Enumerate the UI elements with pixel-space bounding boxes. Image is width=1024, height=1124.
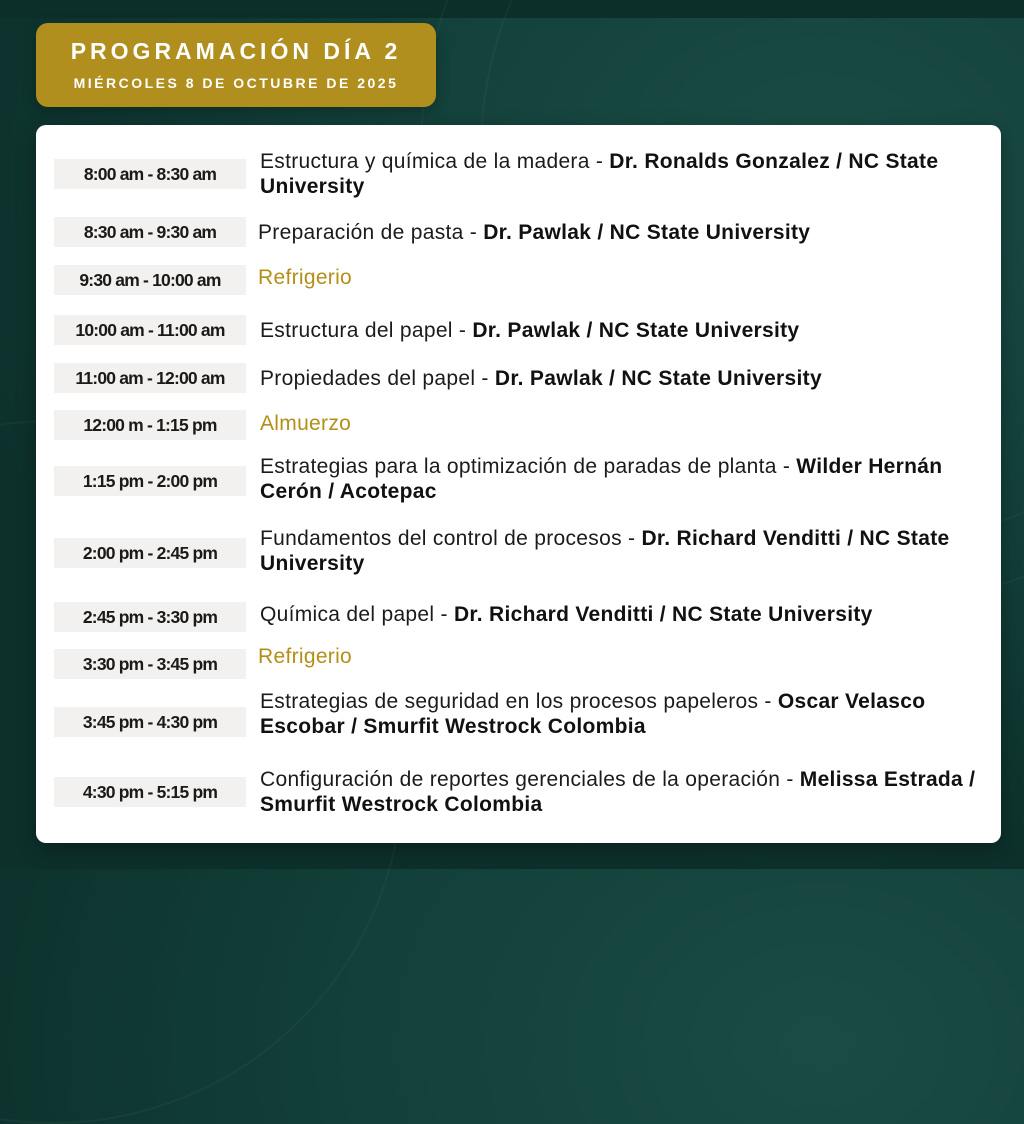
time-slot: 2:45 pm - 3:30 pm: [54, 602, 246, 632]
header-badge: [36, 23, 436, 107]
break-label: Refrigerio: [258, 645, 353, 668]
session-description: [258, 220, 983, 245]
session-speaker: Melissa Estrada / Smurfit Westrock Colombia: [260, 768, 976, 816]
session-speaker: Dr. Ronalds Gonzalez / NC State University: [260, 150, 939, 198]
session-description: [260, 366, 985, 391]
session-topic: Preparación de pasta -: [258, 221, 484, 244]
session-topic: Propiedades del papel -: [260, 367, 495, 390]
session-speaker: Dr. Pawlak / NC State University: [483, 221, 811, 244]
session-topic: Estrategias de seguridad en los procesos papeleros -: [260, 690, 778, 713]
time-slot: 10:00 am - 11:00 am: [54, 315, 246, 345]
session-description: [260, 689, 985, 739]
time-slot: 1:15 pm - 2:00 pm: [54, 466, 246, 496]
break-label: Almuerzo: [260, 412, 352, 435]
session-topic: Estructura del papel -: [260, 319, 473, 342]
break-label: Refrigerio: [258, 266, 353, 289]
time-slot: 11:00 am - 12:00 am: [54, 363, 246, 393]
session-speaker: Wilder Hernán Cerón / Acotepac: [260, 455, 943, 503]
session-description: [260, 526, 985, 576]
session-description: [260, 454, 985, 504]
time-slot: 9:30 am - 10:00 am: [54, 265, 246, 295]
session-topic: Estrategias para la optimización de paradas de planta -: [260, 455, 797, 478]
session-speaker: Dr. Richard Venditti / NC State University: [453, 603, 873, 626]
session-speaker: Dr. Pawlak / NC State University: [494, 367, 822, 390]
session-description: [260, 149, 985, 199]
session-topic: Estructura y química de la madera -: [260, 150, 610, 173]
event-date: MIÉRCOLES 8 DE OCTUBRE DE 2025: [73, 75, 399, 91]
session-topic: Fundamentos del control de procesos -: [260, 527, 642, 550]
session-description: [260, 318, 985, 343]
time-slot: 3:45 pm - 4:30 pm: [54, 707, 246, 737]
time-slot: 4:30 pm - 5:15 pm: [54, 777, 246, 807]
page-title: PROGRAMACIÓN DÍA 2: [70, 38, 402, 64]
session-topic: Configuración de reportes gerenciales de la operación -: [260, 768, 800, 791]
session-description: [260, 767, 985, 817]
session-speaker: Dr. Richard Venditti / NC State University: [260, 527, 950, 575]
time-slot: 8:30 am - 9:30 am: [54, 217, 246, 247]
time-slot: 2:00 pm - 2:45 pm: [54, 538, 246, 568]
time-slot: 8:00 am - 8:30 am: [54, 159, 246, 189]
schedule-card: [36, 125, 1001, 843]
session-speaker: Dr. Pawlak / NC State University: [472, 319, 800, 342]
session-speaker: Oscar Velasco Escobar / Smurfit Westrock Colombia: [260, 690, 926, 738]
session-description: [260, 602, 985, 627]
session-topic: Química del papel -: [260, 603, 454, 626]
time-slot: 12:00 m - 1:15 pm: [54, 410, 246, 440]
time-slot: 3:30 pm - 3:45 pm: [54, 649, 246, 679]
